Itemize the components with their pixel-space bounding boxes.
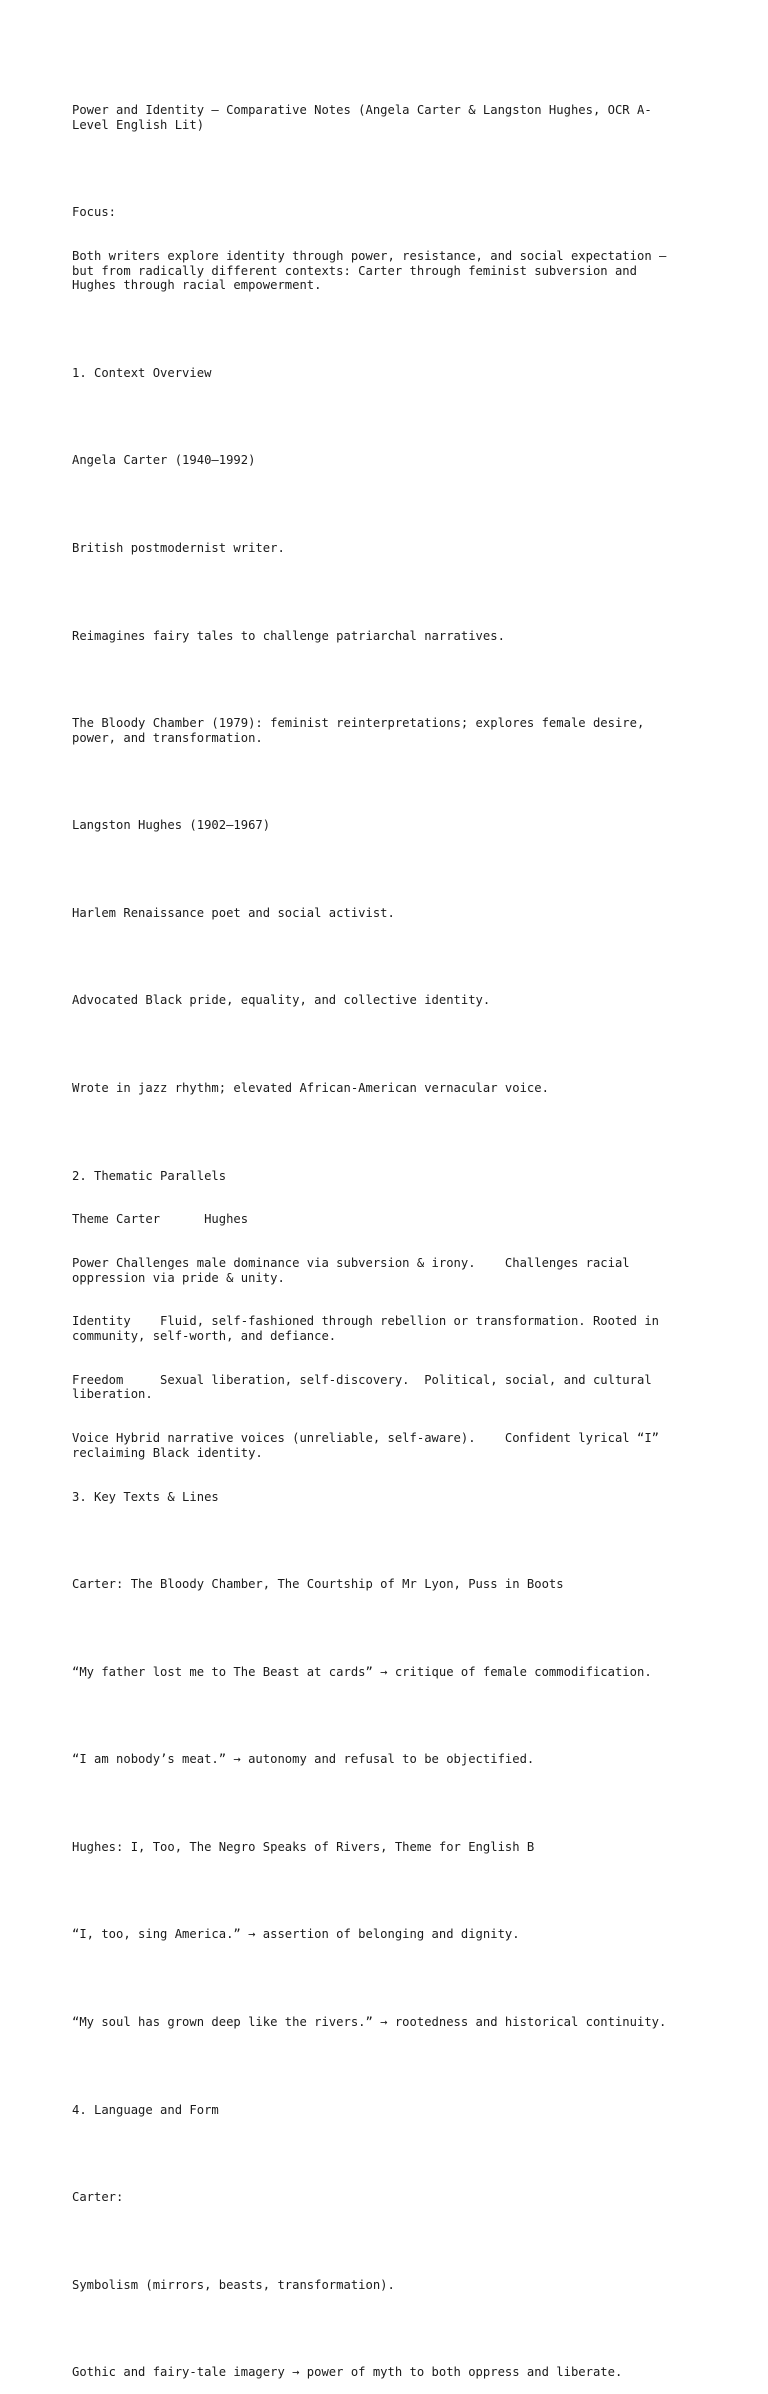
table-row-power: Power Challenges male dominance via subversion & irony. Challenges racial oppression via pride & unity. — [72, 1256, 630, 1285]
language-carter-paragraph-1: Symbolism (mirrors, beasts, transformation). — [72, 2277, 395, 2292]
table-row-voice: Voice Hybrid narrative voices (unreliable, self-aware). Confident lyrical “I” reclaiming Black identity. — [72, 1431, 659, 1460]
hughes-quote-2: “My soul has grown deep like the rivers.” → rootedness and historical continuity. — [72, 2014, 667, 2029]
table-row-freedom: Freedom Sexual liberation, self-discovery. Political, social, and cultural liberation. — [72, 1372, 652, 1402]
language-carter-label: Carter: — [72, 2190, 124, 2205]
carter-paragraph-2: Reimagines fairy tales to challenge patriarchal narratives. — [72, 628, 505, 643]
carter-paragraph-1: British postmodernist writer. — [72, 541, 285, 555]
table-row-identity: Identity Fluid, self-fashioned through rebellion or transformation. Rooted in community, self-worth, and defiance. — [72, 1314, 659, 1344]
table-header-row: Theme Carter Hughes — [72, 1212, 249, 1227]
section-3-heading: 3. Key Texts & Lines — [72, 1489, 219, 1504]
hughes-paragraph-1: Harlem Renaissance poet and social activist. — [72, 905, 395, 920]
carter-heading: Angela Carter (1940–1992) — [72, 453, 256, 468]
document-page — [72, 74, 692, 2394]
focus-label: Focus: — [72, 205, 117, 220]
carter-quote-2: “I am nobody’s meat.” → autonomy and refusal to be objectified. — [72, 1752, 535, 1767]
carter-paragraph-3: The Bloody Chamber (1979): feminist reinterpretations; explores female desire, power, and transformation. — [72, 716, 645, 745]
document-title: Power and Identity — Comparative Notes (Angela Carter & Langston Hughes, OCR A- Level English Lit) — [72, 103, 652, 132]
language-carter-paragraph-2: Gothic and fairy-tale imagery → power of myth to both oppress and liberate. — [72, 2365, 623, 2380]
carter-texts: Carter: The Bloody Chamber, The Courtship of Mr Lyon, Puss in Boots — [72, 1577, 564, 1592]
hughes-quote-1: “I, too, sing America.” → assertion of belonging and dignity. — [72, 1927, 520, 1942]
hughes-paragraph-3: Wrote in jazz rhythm; elevated African-American vernacular voice. — [72, 1080, 549, 1095]
hughes-heading: Langston Hughes (1902–1967) — [72, 818, 271, 833]
section-2-heading: 2. Thematic Parallels — [72, 1168, 227, 1183]
focus-text: Both writers explore identity through power, resistance, and social expectation — but from radically different contexts: Carter through feminist subversion and Hughes through racial empowerment. — [72, 249, 667, 293]
section-1-heading: 1. Context Overview — [72, 365, 212, 380]
hughes-paragraph-2: Advocated Black pride, equality, and collective identity. — [72, 993, 491, 1008]
carter-quote-1: “My father lost me to The Beast at cards” → critique of female commodification. — [72, 1664, 652, 1679]
hughes-texts: Hughes: I, Too, The Negro Speaks of Rivers, Theme for English B — [72, 1839, 535, 1854]
section-4-heading: 4. Language and Form — [72, 2102, 219, 2117]
